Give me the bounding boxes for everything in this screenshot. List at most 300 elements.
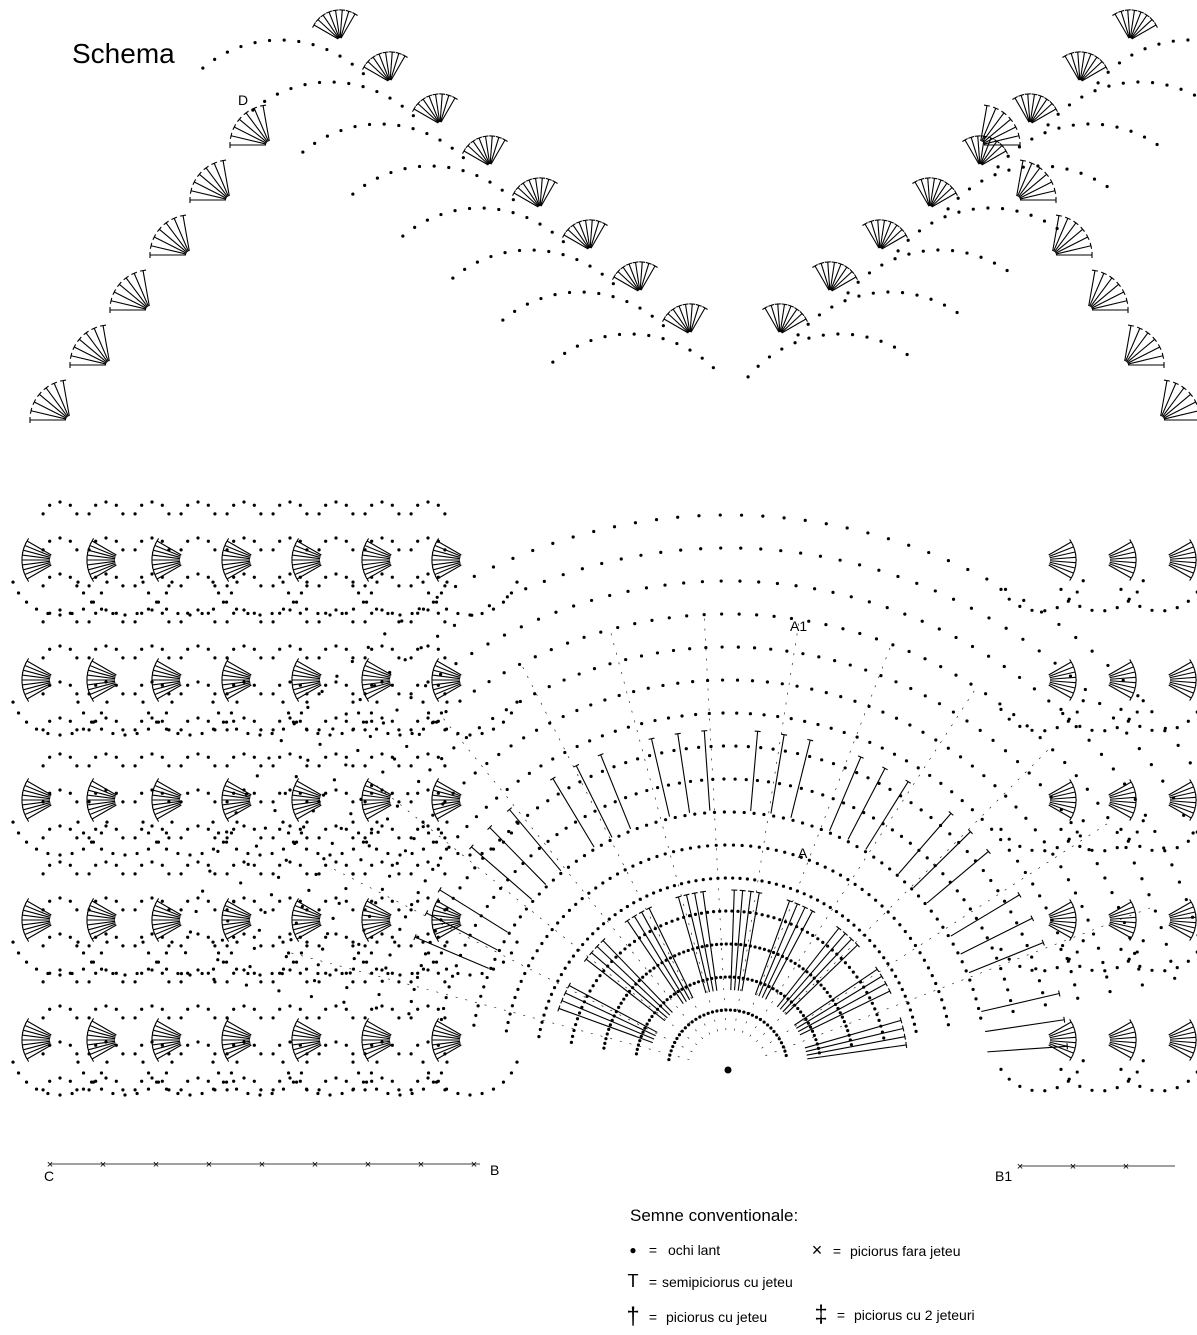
chain-stitch — [1009, 999, 1012, 1002]
chain-stitch — [694, 879, 697, 882]
chain-stitch — [999, 1068, 1002, 1071]
chain-stitch — [317, 620, 320, 623]
chain-stitch — [456, 732, 459, 735]
chain-stitch — [685, 747, 688, 750]
chain-stitch — [363, 728, 366, 731]
chain-stitch — [910, 887, 913, 890]
chain-stitch — [596, 927, 599, 930]
chain-stitch — [104, 896, 107, 899]
chain-stitch — [651, 315, 654, 318]
chain-stitch — [943, 215, 946, 218]
chain-stitch — [510, 831, 513, 834]
chain-stitch — [1128, 838, 1131, 841]
chain-stitch — [82, 831, 85, 834]
chain-stitch — [161, 540, 164, 543]
chain-stitch — [689, 847, 692, 850]
stitch-top — [902, 1026, 903, 1032]
chain-stitch — [900, 835, 903, 838]
chain-stitch — [999, 967, 1002, 970]
chain-stitch — [179, 512, 182, 515]
chain-stitch — [1093, 177, 1096, 180]
chain-stitch — [288, 1004, 291, 1007]
chain-stitch — [412, 837, 415, 840]
chain-stitch — [749, 911, 752, 914]
chain-stitch — [70, 732, 73, 735]
chain-stitch — [816, 723, 819, 726]
chain-stitch — [133, 584, 136, 587]
chain-stitch — [749, 712, 752, 715]
chain-stitch — [443, 692, 446, 695]
chain-stitch — [420, 646, 423, 649]
stitch-top — [675, 733, 681, 734]
chain-stitch — [969, 907, 972, 910]
chain-stitch — [1119, 708, 1122, 711]
chain-stitch — [572, 954, 575, 957]
chain-stitch — [1150, 849, 1153, 852]
chain-stitch — [927, 551, 930, 554]
chain-stitch — [443, 656, 446, 659]
chain-stitch — [363, 512, 366, 515]
chain-stitch — [196, 1040, 199, 1043]
chain-stitch — [719, 976, 722, 979]
chain-stitch — [200, 852, 203, 855]
chain-stitch — [736, 910, 739, 913]
stitch-post — [87, 915, 115, 919]
chain-stitch — [511, 211, 514, 214]
chain-stitch — [58, 973, 61, 976]
chain-stitch — [135, 732, 138, 735]
chain-stitch — [363, 692, 366, 695]
chain-stitch — [165, 951, 168, 954]
chain-stitch — [1119, 828, 1122, 831]
chain-stitch — [813, 587, 816, 590]
chain-stitch — [82, 591, 85, 594]
chain-stitch — [69, 828, 72, 831]
chain-stitch — [391, 864, 394, 867]
chain-stitch — [340, 827, 343, 830]
chain-stitch — [639, 554, 642, 557]
chain-stitch — [682, 950, 685, 953]
chain-stitch — [347, 82, 350, 85]
stitch-top — [483, 136, 489, 137]
stitch-post — [1170, 1037, 1196, 1039]
chain-stitch — [213, 980, 216, 983]
stitch-post — [362, 795, 390, 799]
chain-stitch — [903, 880, 906, 883]
chain-stitch — [69, 1080, 72, 1083]
stitch-top — [1090, 243, 1091, 249]
chain-stitch — [452, 746, 455, 749]
chain-stitch — [1040, 610, 1043, 613]
chain-stitch — [41, 800, 44, 803]
chain-stitch — [536, 949, 539, 952]
stitch-top — [1126, 298, 1127, 304]
chain-stitch — [647, 334, 650, 337]
chain-stitch — [451, 147, 454, 150]
stitch-top — [1094, 56, 1099, 59]
chain-stitch — [734, 777, 737, 780]
chain-stitch — [438, 138, 441, 141]
chain-stitch — [48, 504, 51, 507]
chain-stitch — [239, 881, 242, 884]
chain-stitch — [351, 192, 354, 195]
chain-stitch — [1151, 81, 1154, 84]
stitch-post — [1050, 557, 1076, 559]
chain-stitch — [87, 728, 90, 731]
chain-stitch — [239, 45, 242, 48]
chain-stitch — [305, 656, 308, 659]
chain-stitch — [943, 1006, 946, 1009]
chain-stitch — [627, 726, 630, 729]
stitch-post — [426, 913, 497, 950]
chain-stitch — [1136, 1070, 1139, 1073]
stitch-post — [22, 801, 50, 805]
chain-stitch — [660, 751, 663, 754]
chain-stitch — [620, 1002, 623, 1005]
chain-stitch — [287, 951, 290, 954]
chain-stitch — [590, 599, 593, 602]
chain-stitch — [375, 581, 378, 584]
chain-stitch — [115, 828, 118, 831]
chain-stitch — [572, 535, 575, 538]
chain-stitch — [391, 936, 394, 939]
stitch-post — [603, 941, 672, 1013]
stitch-post — [1050, 561, 1076, 563]
chain-stitch — [444, 710, 447, 713]
chain-stitch — [907, 650, 910, 653]
chain-stitch — [943, 303, 946, 306]
chain-stitch — [685, 614, 688, 617]
chain-stitch — [803, 892, 806, 895]
chain-stitch — [375, 821, 378, 824]
chain-stitch — [184, 951, 187, 954]
chain-stitch — [571, 1035, 574, 1038]
chain-stitch — [368, 123, 371, 126]
chain-stitch — [1096, 862, 1099, 865]
chain-stitch — [235, 608, 238, 611]
chain-stitch — [377, 993, 380, 996]
stitch-post — [866, 782, 908, 850]
chain-stitch — [121, 584, 124, 587]
stitch-top — [755, 731, 761, 732]
chain-stitch — [76, 941, 79, 944]
chain-stitch — [409, 1088, 412, 1091]
chain-stitch — [479, 995, 482, 998]
chain-stitch — [856, 736, 859, 739]
chain-stitch — [468, 613, 471, 616]
equals-sign: = — [648, 1273, 658, 1290]
chain-stitch — [836, 332, 839, 335]
chain-stitch — [225, 1016, 228, 1019]
chain-stitch — [552, 878, 555, 881]
chain-stitch — [807, 620, 810, 623]
chain-stitch — [11, 821, 14, 824]
chain-stitch — [1101, 123, 1104, 126]
chain-stitch — [259, 800, 262, 803]
chain-stitch — [41, 512, 44, 515]
chain-stitch — [242, 824, 245, 827]
chain-stitch — [256, 774, 259, 777]
chain-stitch — [813, 1034, 816, 1037]
chain-stitch — [271, 548, 274, 551]
chain-stitch — [440, 711, 443, 714]
chain-stitch — [1068, 838, 1071, 841]
chain-stitch — [761, 514, 764, 517]
chain-stitch — [225, 830, 228, 833]
chain-stitch — [410, 972, 413, 975]
chain-stitch — [641, 976, 644, 979]
chain-stitch — [416, 936, 419, 939]
chain-stitch — [161, 792, 164, 795]
stitch-top — [649, 738, 655, 739]
chain-stitch — [232, 864, 235, 867]
chain-stitch — [418, 733, 421, 736]
chain-stitch — [397, 980, 400, 983]
stitch-top — [110, 298, 111, 304]
chain-stitch — [826, 944, 829, 947]
chain-stitch — [503, 940, 506, 943]
chain-stitch — [232, 1080, 235, 1083]
chain-stitch — [213, 800, 216, 803]
chain-stitch — [217, 1071, 220, 1074]
stitch-post — [509, 810, 560, 871]
chain-stitch — [299, 972, 302, 975]
chain-stitch — [466, 876, 469, 879]
chain-stitch — [179, 764, 182, 767]
chain-stitch — [882, 1036, 885, 1039]
chain-stitch — [502, 961, 505, 964]
chain-stitch — [316, 612, 319, 615]
chain-stitch — [417, 891, 420, 894]
chain-stitch — [418, 607, 421, 610]
chain-stitch — [196, 824, 199, 827]
chain-stitch — [487, 680, 490, 683]
chain-stitch — [409, 656, 412, 659]
chain-stitch — [288, 500, 291, 503]
chain-stitch — [133, 944, 136, 947]
chain-stitch — [426, 572, 429, 575]
stitch-post — [152, 681, 180, 685]
chain-stitch — [829, 995, 832, 998]
chain-stitch — [873, 1007, 876, 1010]
chain-stitch — [278, 1008, 281, 1011]
chain-stitch — [133, 872, 136, 875]
chain-stitch — [929, 816, 932, 819]
stitch-top — [583, 220, 589, 221]
chain-stitch — [1039, 783, 1042, 786]
chain-stitch — [609, 877, 612, 880]
chain-stitch — [397, 620, 400, 623]
chain-stitch — [398, 1093, 401, 1096]
chain-stitch — [150, 716, 153, 719]
legend-item — [622, 1303, 767, 1331]
chain-stitch — [386, 852, 389, 855]
stitch-top — [1134, 909, 1135, 915]
chain-stitch — [1144, 814, 1147, 817]
chain-stitch — [259, 656, 262, 659]
chain-stitch — [477, 1004, 480, 1007]
chain-stitch — [546, 799, 549, 802]
chain-stitch — [412, 114, 415, 117]
chain-stitch — [951, 249, 954, 252]
chain-stitch — [167, 836, 170, 839]
chain-stitch — [443, 584, 446, 587]
stitch-post — [222, 561, 250, 565]
chain-stitch — [747, 745, 750, 748]
stitch-top — [1194, 685, 1195, 691]
chain-stitch — [492, 848, 495, 851]
chain-stitch — [270, 893, 273, 896]
chain-stitch — [305, 941, 308, 944]
chain-stitch — [416, 504, 419, 507]
chain-stitch — [292, 1081, 295, 1084]
chain-stitch — [825, 522, 828, 525]
chain-stitch — [179, 1016, 182, 1019]
chain-stitch — [326, 135, 329, 138]
chain-stitch — [380, 536, 383, 539]
chain-stitch — [398, 853, 401, 856]
stitch-top — [748, 891, 754, 892]
chain-stitch — [936, 248, 939, 251]
chain-stitch — [150, 824, 153, 827]
chain-stitch — [794, 962, 797, 965]
chain-stitch — [321, 948, 324, 951]
chain-stitch — [41, 584, 44, 587]
stitch-top — [1001, 111, 1006, 115]
chain-stitch — [824, 623, 827, 626]
chain-stitch — [1116, 726, 1119, 729]
chain-stitch — [589, 339, 592, 342]
chain-stitch — [87, 872, 90, 875]
chain-stitch — [562, 915, 565, 918]
chain-stitch — [357, 951, 360, 954]
chain-stitch — [17, 831, 20, 834]
chain-stitch — [380, 608, 383, 611]
chain-stitch — [724, 909, 727, 912]
chain-stitch — [524, 587, 527, 590]
chain-stitch — [167, 1088, 170, 1091]
chain-stitch — [632, 901, 635, 904]
chain-stitch — [999, 708, 1002, 711]
chain-stitch — [222, 601, 225, 604]
chain-stitch — [531, 900, 534, 903]
stitch-post — [765, 308, 779, 332]
chain-stitch — [595, 979, 598, 982]
chain-stitch — [150, 536, 153, 539]
chain-stitch — [782, 816, 785, 819]
chain-stitch — [729, 1008, 732, 1011]
chain-stitch — [733, 810, 736, 813]
chain-stitch — [345, 900, 348, 903]
chain-stitch — [253, 684, 256, 687]
chain-stitch — [121, 656, 124, 659]
chain-stitch — [700, 779, 703, 782]
chain-stitch — [140, 864, 143, 867]
chain-stitch — [46, 1092, 49, 1095]
chain-stitch — [468, 733, 471, 736]
chain-stitch — [650, 1015, 653, 1018]
stitch-post — [965, 140, 979, 164]
chain-stitch — [334, 932, 337, 935]
chain-stitch — [69, 504, 72, 507]
chain-stitch — [422, 1088, 425, 1091]
chain-stitch — [186, 504, 189, 507]
chain-stitch — [115, 1080, 118, 1083]
chain-stitch — [854, 883, 857, 886]
chain-stitch — [409, 980, 412, 983]
chain-stitch — [299, 612, 302, 615]
chain-stitch — [299, 1080, 302, 1083]
chain-stitch — [436, 596, 439, 599]
stitch-top — [60, 380, 66, 381]
stitch-top — [1074, 1045, 1075, 1051]
chain-stitch — [633, 622, 636, 625]
chain-stitch — [1006, 269, 1009, 272]
chain-stitch — [213, 1052, 216, 1055]
chain-stitch — [1163, 609, 1166, 612]
chain-stitch — [207, 1008, 210, 1011]
chain-stitch — [426, 716, 429, 719]
chain-stitch — [523, 972, 526, 975]
chain-stitch — [468, 207, 471, 210]
chain-stitch — [17, 591, 20, 594]
chain-stitch — [48, 1044, 51, 1047]
chain-stitch — [586, 937, 589, 940]
chain-stitch — [395, 708, 398, 711]
chain-stitch — [1078, 725, 1081, 728]
chain-stitch — [150, 896, 153, 899]
chain-stitch — [1018, 605, 1021, 608]
chain-stitch — [1018, 676, 1021, 679]
chain-stitch — [639, 861, 642, 864]
chain-stitch — [1187, 840, 1190, 843]
chain-stitch — [212, 968, 215, 971]
chain-stitch — [506, 595, 509, 598]
chain-stitch — [242, 680, 245, 683]
chain-stitch — [486, 905, 489, 908]
chain-stitch — [409, 944, 412, 947]
chain-stitch — [147, 968, 150, 971]
chain-stitch — [305, 701, 308, 704]
chain-stitch — [313, 979, 316, 982]
chain-stitch — [687, 880, 690, 883]
chain-stitch — [555, 833, 558, 836]
chain-stitch — [831, 591, 834, 594]
chain-stitch — [914, 1030, 917, 1033]
chain-stitch — [551, 757, 554, 760]
chain-stitch — [201, 890, 204, 893]
chain-stitch — [87, 836, 90, 839]
stitch-post — [848, 768, 885, 839]
chain-stitch — [1008, 849, 1011, 852]
chain-stitch — [370, 720, 373, 723]
chain-stitch — [225, 800, 228, 803]
chain-stitch — [515, 701, 518, 704]
chain-stitch — [167, 1052, 170, 1055]
chain-stitch — [1090, 969, 1093, 972]
stitch-post — [771, 735, 784, 814]
chain-stitch — [1030, 969, 1033, 972]
chain-stitch — [391, 1080, 394, 1083]
chain-stitch — [69, 864, 72, 867]
chain-stitch — [317, 692, 320, 695]
stitch-post — [222, 1041, 250, 1045]
chain-stitch — [225, 944, 228, 947]
chain-stitch — [608, 839, 611, 842]
chain-stitch — [662, 324, 665, 327]
chain-stitch — [328, 613, 331, 616]
chain-stitch — [659, 924, 662, 927]
